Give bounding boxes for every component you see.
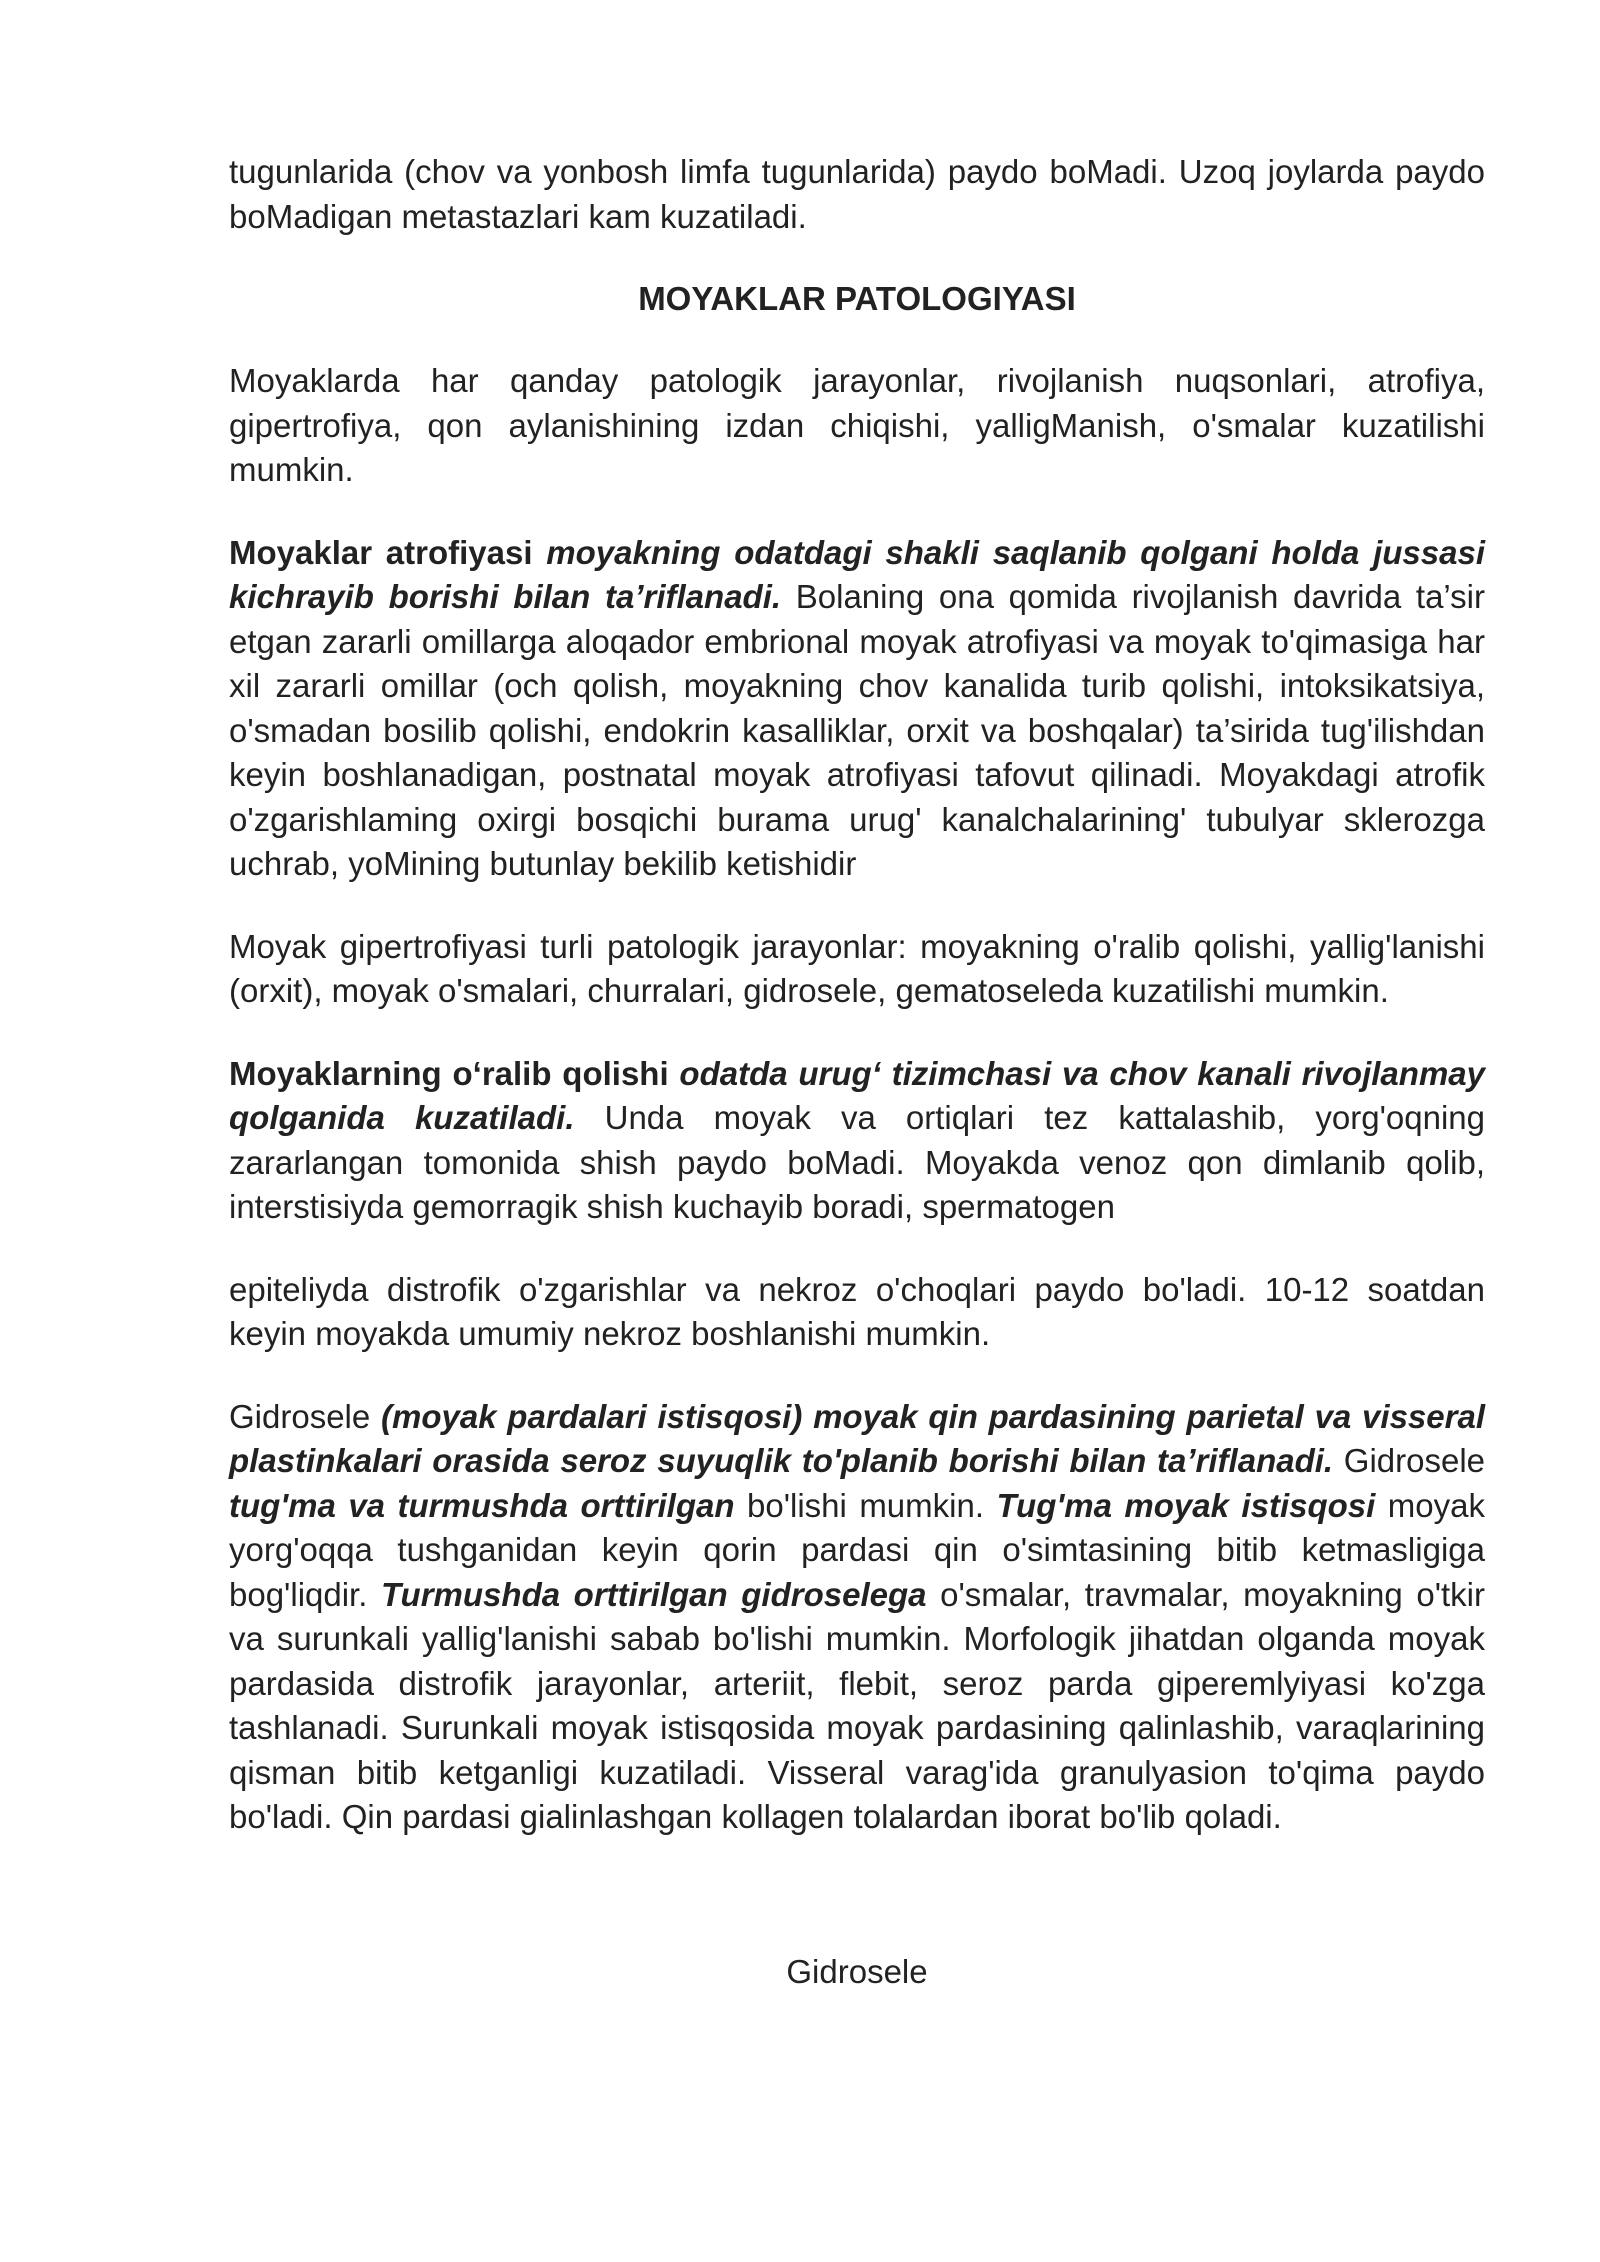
section-heading: MOYAKLAR PATOLOGIYASI <box>638 280 1076 317</box>
definition-atrophy: moyakning odatdagi shakli saqlanib qolgani holda jussasi kichrayib borishi bilan ta’riflanadi. <box>229 533 1485 615</box>
term-torsion: Moyaklarning o‘ralib qolishi <box>229 1054 669 1092</box>
text-torsion: Unda moyak va ortiqlari tez kattalashib, yorg'oqning zararlangan tomonida shish paydo boMadi. Moyakda venoz qon dimlanib qolib, interstisiyda gemorragik shish kuchayib boradi, spermatogen <box>229 1099 1486 1225</box>
definition-hydrocele: (moyak pardalari istisqosi) moyak qin pardasining parietal va visseral plastinkalari orasida seroz suyuqlik to'planib borishi bilan ta’riflanadi. <box>229 1397 1485 1479</box>
paragraph-hydrocele <box>229 1395 1485 1840</box>
emphasis-congenital: Tug'ma moyak istisqosi <box>996 1486 1376 1524</box>
text-hydrocele-1: Gidrosele <box>1343 1442 1486 1479</box>
paragraph-torsion <box>229 1052 1485 1230</box>
paragraph-intro: Moyaklarda har qanday patologik jarayonlar, rivojlanish nuqsonlari, atrofiya, gipertrofiya, qon aylanishining izdan chiqishi, yalligManish, o'smalar kuzatilishi mumkin. <box>229 362 1485 488</box>
term-hydrocele: Gidrosele <box>229 1397 371 1435</box>
document-page <box>229 150 1486 1990</box>
text-hydrocele-2: bo'lishi mumkin. <box>746 1486 985 1524</box>
term-atrophy: Moyaklar atrofiyasi <box>229 533 533 571</box>
text-hydrocele-3: moyak yorg'oqqa tushganidan keyin qorin pardasi qin o'simtasining bitib ketmasligiga bog'liqdir. <box>229 1486 1485 1613</box>
figure-caption: Gidrosele <box>786 1953 928 1990</box>
emphasis-types: tug'ma va turmushda orttirilgan <box>229 1486 735 1524</box>
paragraph-necrosis: epiteliyda distrofik o'zgarishlar va nekroz o'choqlari paydo bo'ladi. 10-12 soatdan keyin moyakda umumiy nekroz boshlanishi mumkin. <box>229 1270 1485 1352</box>
paragraph-metastasis: tugunlarida (chov va yonbosh limfa tugunlarida) paydo boMadi. Uzoq joylarda paydo boMadigan metastazlari kam kuzatiladi. <box>229 153 1485 235</box>
text-hydrocele-4: o'smalar, travmalar, moyakning o'tkir va surunkali yallig'lanishi sabab bo'lishi mumkin. Morfologik jihatdan olganda moyak pardasida distrofik jarayonlar, arteriit, flebit, seroz parda giperemlyiyasi ko'zga tashlanadi. Surunkali moyak istisqosida moyak pardasining qalinlashib, varaqlarining qisman bitib ketganligi kuzatiladi. Visseral varag'ida granulyasion to'qima paydo bo'ladi. Qin pardasi gialinlashgan kollagen tolalardan iborat bo'lib qoladi. <box>229 1575 1485 1835</box>
emphasis-acquired: Turmushda orttirilgan gidroselega <box>381 1575 927 1613</box>
paragraph-atrophy <box>229 531 1485 887</box>
text-atrophy: Bolaning ona qomida rivojlanish davrida ta’sir etgan zararli omillarga aloqador embrional moyak atrofiyasi va moyak to'qimasiga har xil zararli omillar (och qolish, moyakning chov kanalida turib qolishi, intoksikatsiya, o'smadan bosilib qolishi, endokrin kasalliklar, orxit va boshqalar) ta’sirida tug'ilishdan keyin boshlanadigan, postnatal moyak atrofiyasi tafovut qilinadi. Moyakdagi atrofik o'zgarishlaming oxirgi bosqichi burama urug' kanalchalarining' tubulyar sklerozga uchrab, yoMining butunlay bekilib ketishidir <box>229 578 1485 882</box>
definition-torsion: odatda urug‘ tizimchasi va chov kanali rivojlanmay qolganida kuzatiladi. <box>229 1054 1485 1136</box>
paragraph-hypertrophy: Moyak gipertrofiyasi turli patologik jarayonlar: moyakning o'ralib qolishi, yallig'lanishi (orxit), moyak o'smalari, churralari, gidrosele, gematoseleda kuzatilishi mumkin. <box>229 927 1485 1009</box>
